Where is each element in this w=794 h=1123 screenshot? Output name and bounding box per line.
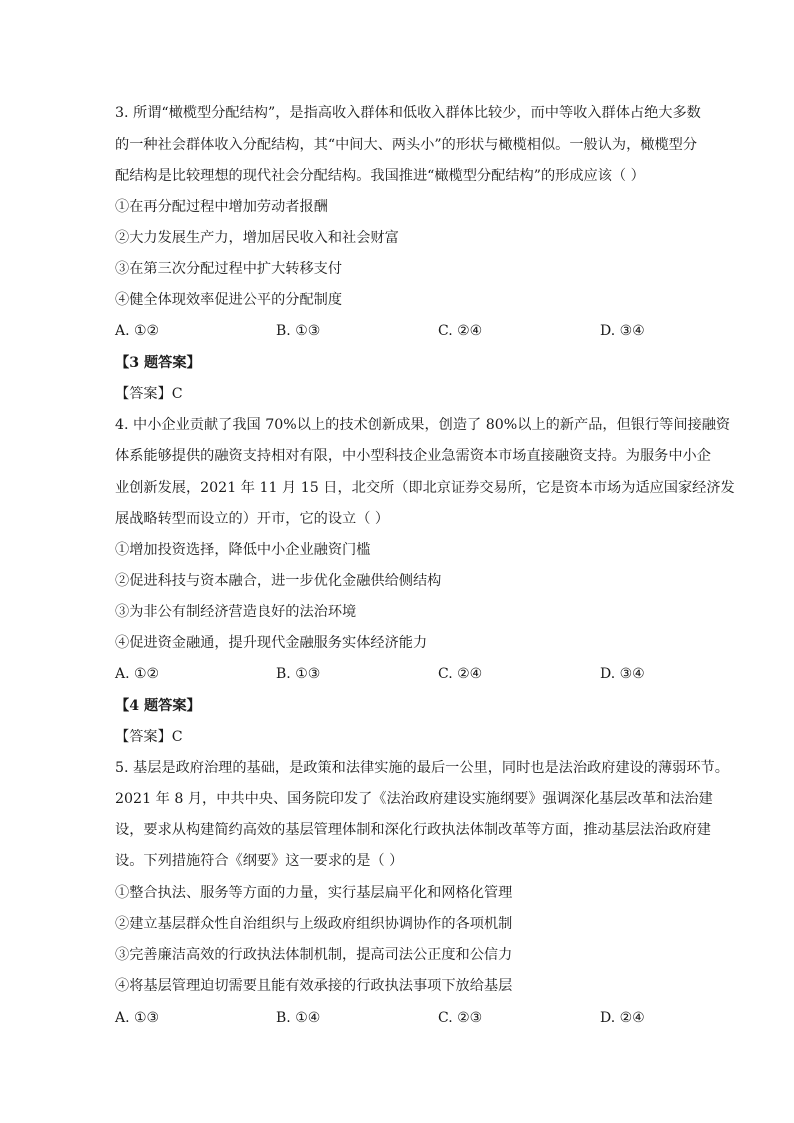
q3-stem-line-1: 3. 所谓“橄榄型分配结构”，是指高收入群体和低收入群体比较少，而中等收入群体占绝大多数 [115, 105, 701, 121]
q5-option-c[interactable]: C. ②③ [438, 1010, 483, 1026]
q3-answer-header: 【3 题答案】 [115, 355, 201, 371]
q3-statement-4: ④健全体现效率促进公平的分配制度 [115, 292, 343, 308]
q3-options [115, 321, 685, 341]
q3-option-b[interactable]: B. ①③ [276, 323, 321, 339]
q3-statement-3: ③在第三次分配过程中扩大转移支付 [115, 261, 343, 277]
q4-statement-3: ③为非公有制经济营造良好的法治环境 [115, 604, 357, 620]
q4-statement-1: ①增加投资选择，降低中小企业融资门槛 [115, 542, 371, 558]
q4-statement-4: ④促进资金融通，提升现代金融服务实体经济能力 [115, 635, 428, 651]
q4-answer-header: 【4 题答案】 [115, 698, 201, 714]
q4-option-b[interactable]: B. ①③ [276, 666, 321, 682]
q4-stem-line-2: 体系能够提供的融资支持相对有限，中小型科技企业急需资本市场直接融资支持。为服务中小企 [115, 448, 711, 464]
q5-stem-line-4: 设。下列措施符合《纲要》这一要求的是（ ） [115, 853, 404, 869]
q5-statement-4: ④将基层管理迫切需要且能有效承接的行政执法事项下放给基层 [115, 978, 513, 994]
q5-option-a[interactable]: A. ①③ [115, 1010, 160, 1026]
q3-option-c[interactable]: C. ②④ [438, 323, 483, 339]
q4-option-d[interactable]: D. ③④ [600, 666, 645, 682]
q3-statement-2: ②大力发展生产力，增加居民收入和社会财富 [115, 230, 399, 246]
q3-statement-1: ①在再分配过程中增加劳动者报酬 [115, 199, 328, 215]
q5-option-d[interactable]: D. ②④ [600, 1010, 645, 1026]
q3-answer: 【答案】C [115, 386, 183, 402]
q4-option-a[interactable]: A. ①② [115, 666, 160, 682]
q5-stem-line-2: 2021 年 8 月，中共中央、国务院印发了《法治政府建设实施纲要》强调深化基层改革和法治建 [115, 791, 713, 807]
q5-statement-3: ③完善廉洁高效的行政执法体制机制，提高司法公正度和公信力 [115, 947, 513, 963]
q4-answer: 【答案】C [115, 729, 183, 745]
q4-stem-line-4: 展战略转型而设立的）开市，它的设立（ ） [115, 511, 390, 527]
q5-stem-line-3: 设，要求从构建简约高效的基层管理体制和深化行政执法体制改革等方面，推动基层法治政府建 [115, 822, 711, 838]
q5-stem-line-1: 5. 基层是政府治理的基础，是政策和法律实施的最后一公里，同时也是法治政府建设的薄弱环节。 [115, 760, 729, 776]
q5-statement-2: ②建立基层群众性自治组织与上级政府组织协调协作的各项机制 [115, 916, 513, 932]
q3-option-d[interactable]: D. ③④ [600, 323, 645, 339]
q4-stem-line-3: 业创新发展，2021 年 11 月 15 日，北交所（即北京证券交易所，它是资本市场为适应国家经济发 [115, 480, 735, 496]
q3-option-a[interactable]: A. ①② [115, 323, 160, 339]
q5-option-b[interactable]: B. ①④ [276, 1010, 321, 1026]
q5-statement-1: ①整合执法、服务等方面的力量，实行基层扁平化和网格化管理 [115, 885, 513, 901]
q5-options [115, 1008, 685, 1028]
q4-options [115, 664, 685, 684]
q4-stem-line-1: 4. 中小企业贡献了我国 70%以上的技术创新成果，创造了 80%以上的新产品，但银行等间接融资 [115, 417, 731, 433]
q3-stem-line-3: 配结构是比较理想的现代社会分配结构。我国推进“橄榄型分配结构”的形成应该（ ） [115, 168, 645, 184]
q4-option-c[interactable]: C. ②④ [438, 666, 483, 682]
q4-statement-2: ②促进科技与资本融合，进一步优化金融供给侧结构 [115, 573, 442, 589]
q3-stem-line-2: 的一种社会群体收入分配结构，其“中间大、两头小”的形状与橄榄相似。一般认为，橄榄型分 [115, 137, 698, 153]
